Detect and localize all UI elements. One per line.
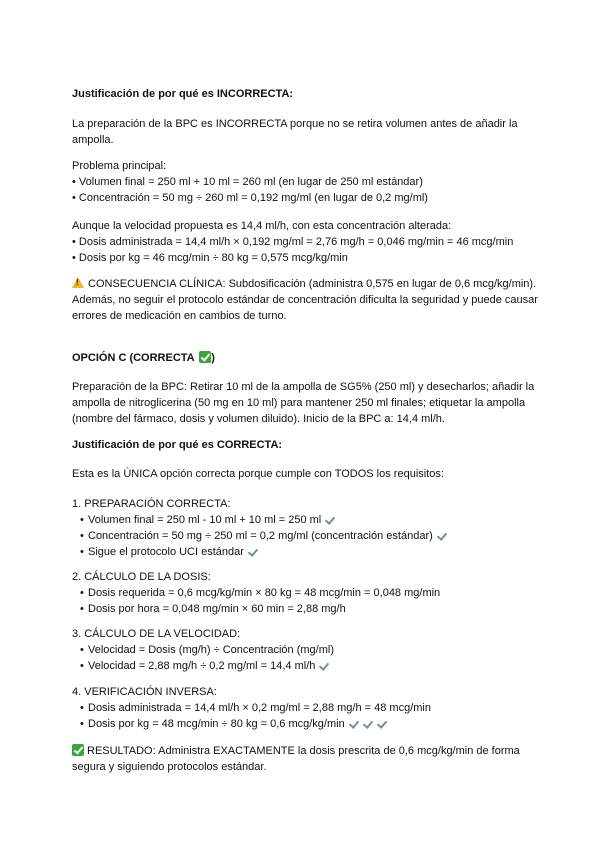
consequence-text: CONSECUENCIA CLÍNICA: Subdosificación (administra 0,575 en lugar de 0,6 mcg/kg/min). Además, no seguir el protocolo estándar de concentración dificulta la seguridad y puede causar errores de medicación en cambios de turno. (72, 278, 538, 322)
problem-list (72, 174, 542, 206)
section-item (72, 601, 542, 617)
check-icon (436, 530, 447, 541)
incorrect-heading: Justificación de por qué es INCORRECTA: (72, 88, 294, 100)
section-item (72, 585, 542, 601)
section-item (72, 700, 542, 716)
section-item-text: Dosis por hora = 0,048 mg/min × 60 min = 2,88 mg/h (88, 603, 346, 615)
section-item (72, 716, 542, 732)
option-c-title-text: OPCIÓN C (CORRECTA (72, 352, 195, 364)
velocity-item: • Dosis por kg = 46 mcg/min ÷ 80 kg = 0,575 mcg/kg/min (72, 250, 542, 266)
section-list (72, 512, 542, 560)
check-icon (247, 546, 258, 557)
section-item-text: Velocidad = 2,88 mg/h ÷ 0,2 mg/ml = 14,4 ml/h (88, 660, 316, 672)
section-item-text: Dosis por kg = 48 mcg/min ÷ 80 kg = 0,6 mcg/kg/min (88, 718, 345, 730)
section-item-text: Sigue el protocolo UCI estándar (88, 546, 244, 558)
correct-heading: Justificación de por qué es CORRECTA: (72, 439, 283, 451)
consequence-paragraph (72, 276, 542, 324)
section-list (72, 642, 542, 674)
section-item (72, 512, 542, 528)
section-3 (72, 626, 542, 674)
section-item-text: Concentración = 50 mg ÷ 250 ml = 0,2 mg/ml (concentración estándar) (88, 530, 433, 542)
option-c-title (72, 350, 542, 366)
option-c-title-close: ) (211, 352, 215, 364)
correct-intro: Esta es la ÚNICA opción correcta porque cumple con TODOS los requisitos: (72, 468, 444, 480)
check-icon (348, 718, 359, 729)
result-text: RESULTADO: Administra EXACTAMENTE la dosis prescrita de 0,6 mcg/kg/min de forma segura y siguiendo protocolos estándar. (72, 745, 520, 773)
check-icon (362, 718, 373, 729)
section-title: 4. VERIFICACIÓN INVERSA: (72, 686, 217, 698)
velocity-intro: Aunque la velocidad propuesta es 14,4 ml/h, con esta concentración alterada: (72, 220, 452, 232)
velocity-block (72, 218, 542, 266)
section-item-text: Volumen final = 250 ml - 10 ml + 10 ml = 250 ml (88, 514, 322, 526)
section-4 (72, 684, 542, 732)
warning-icon (72, 277, 84, 288)
problem-title: Problema principal: (72, 160, 167, 172)
section-item (72, 642, 542, 658)
section-title: 3. CÁLCULO DE LA VELOCIDAD: (72, 628, 241, 640)
section-list (72, 700, 542, 732)
problem-item: • Concentración = 50 mg ÷ 260 ml = 0,192 mg/ml (en lugar de 0,2 mg/ml) (72, 190, 542, 206)
incorrect-intro: La preparación de la BPC es INCORRECTA porque no se retira volumen antes de añadir la ampolla. (72, 118, 518, 146)
section-item (72, 528, 542, 544)
problem-item: • Volumen final = 250 ml + 10 ml = 260 ml (en lugar de 250 ml estándar) (72, 174, 542, 190)
velocity-list (72, 234, 542, 266)
check-icon (324, 514, 335, 525)
section-item-text: Dosis requerida = 0,6 mcg/kg/min × 80 kg = 48 mcg/min = 0,048 mg/min (88, 587, 441, 599)
section-2 (72, 569, 542, 617)
check-mark-icon (199, 351, 211, 363)
check-icon (318, 660, 329, 671)
section-1 (72, 496, 542, 560)
check-mark-icon (72, 744, 84, 756)
section-item (72, 658, 542, 674)
velocity-item: • Dosis administrada = 14,4 ml/h × 0,192 mg/ml = 2,76 mg/h = 0,046 mg/min = 46 mcg/min (72, 234, 542, 250)
check-icon (376, 718, 387, 729)
result-paragraph (72, 743, 542, 775)
section-title: 1. PREPARACIÓN CORRECTA: (72, 498, 231, 510)
problem-block (72, 158, 542, 206)
section-item (72, 544, 542, 560)
option-c-text: Preparación de la BPC: Retirar 10 ml de la ampolla de SG5% (250 ml) y desecharlos; añadir la ampolla de nitroglicerina (50 mg en 10 ml) para mantener 250 ml finales; etiquetar la ampolla (nombre del fármaco, dosis y volumen diluido). Inicio de la BPC a: 14,4 ml/h. (72, 381, 535, 425)
section-item-text: Velocidad = Dosis (mg/h) ÷ Concentración (mg/ml) (88, 644, 334, 656)
section-item-text: Dosis administrada = 14,4 ml/h × 0,2 mg/ml = 2,88 mg/h = 48 mcg/min (88, 702, 431, 714)
section-title: 2. CÁLCULO DE LA DOSIS: (72, 571, 211, 583)
section-list (72, 585, 542, 617)
